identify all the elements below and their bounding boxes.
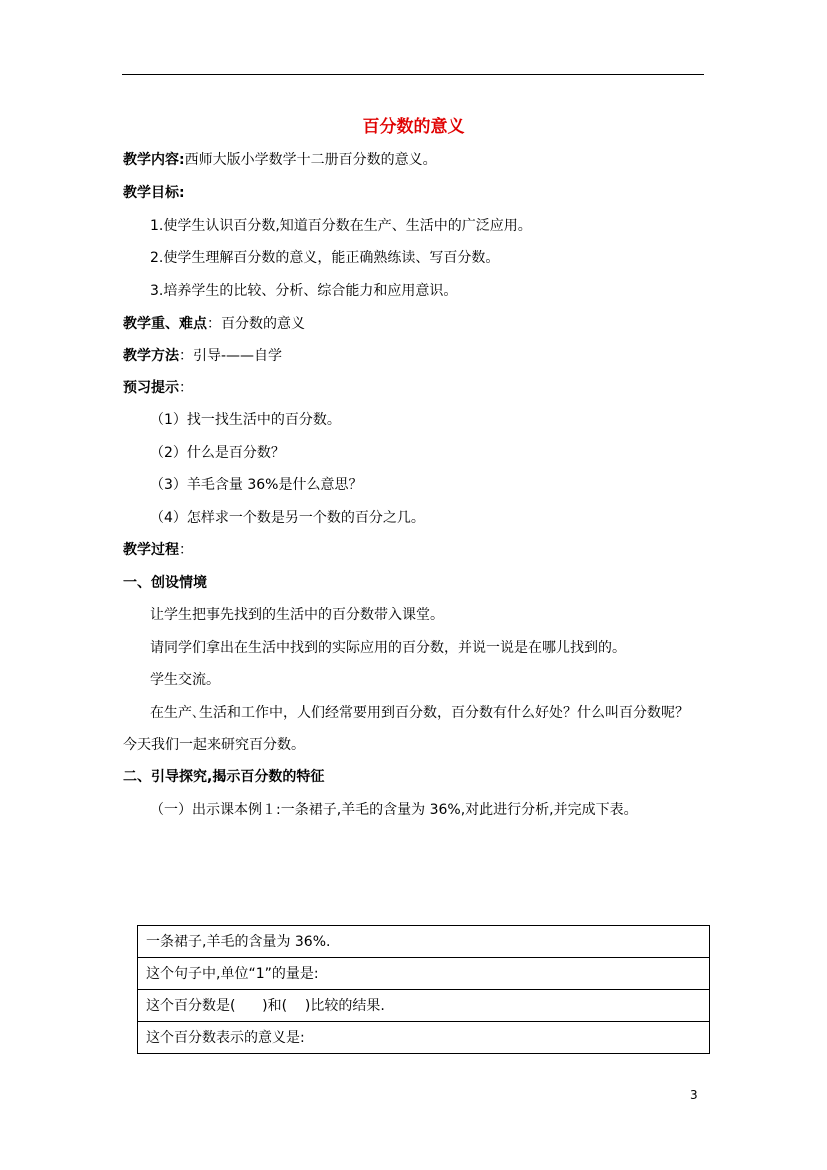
content-line [123, 150, 437, 170]
preview-label: 预习提示 [123, 380, 179, 396]
key-points-text: ：百分数的意义 [207, 316, 305, 332]
preview-item: （3）羊毛含量 36%是什么意思？ [150, 477, 363, 493]
preview-line [123, 378, 193, 398]
method-line [123, 346, 282, 366]
key-points-label: 教学重、难点 [123, 316, 207, 332]
table-cell: 这个百分数表示的意义是: [138, 1022, 710, 1054]
header-rule [122, 74, 704, 75]
table-row [138, 990, 710, 1022]
section2-heading: 二、引导探究,揭示百分数的特征 [123, 769, 325, 785]
goal-item: 3.培养学生的比较、分析、综合能力和应用意识。 [150, 283, 458, 299]
section1-paragraph: 今天我们一起来研究百分数。 [123, 737, 305, 753]
table-cell: 这个句子中,单位“1”的量是: [138, 958, 710, 990]
method-label: 教学方法 [123, 348, 179, 364]
table-row [138, 958, 710, 990]
content-text: 西师大版小学数学十二册百分数的意义。 [184, 152, 437, 168]
table-row [138, 926, 710, 958]
section1-paragraph: 学生交流。 [150, 672, 220, 688]
key-points-line [123, 314, 305, 334]
process-label: 教学过程 [123, 542, 179, 558]
document-title: 百分数的意义 [362, 117, 465, 137]
table-cell: 这个百分数是( )和( )比较的结果. [138, 990, 710, 1022]
section1-paragraph: 请同学们拿出在生活中找到的实际应用的百分数，并说一说是在哪儿找到的。 [150, 640, 626, 656]
preview-colon: ： [179, 380, 193, 396]
table-row [138, 1022, 710, 1054]
goals-label: 教学目标: [123, 185, 185, 201]
table-cell: 一条裙子,羊毛的含量为 36%. [138, 926, 710, 958]
process-line [123, 540, 193, 560]
goal-item: 1.使学生认识百分数,知道百分数在生产、生活中的广泛应用。 [150, 218, 532, 234]
process-colon: ： [179, 542, 193, 558]
analysis-table [137, 925, 710, 1054]
preview-item: （2）什么是百分数？ [150, 445, 285, 461]
section2-example: （一）出示课本例１:一条裙子,羊毛的含量为 36%,对此进行分析,并完成下表。 [150, 802, 638, 818]
page-number: 3 [690, 1088, 698, 1102]
preview-item: （4）怎样求一个数是另一个数的百分之几。 [150, 510, 425, 526]
goal-item: 2.使学生理解百分数的意义，能正确熟练读、写百分数。 [150, 250, 500, 266]
content-label: 教学内容: [123, 152, 185, 168]
section1-heading: 一、创设情境 [123, 575, 207, 591]
section1-paragraph: 在生产､生活和工作中，人们经常要用到百分数，百分数有什么好处？什么叫百分数呢？ [150, 705, 689, 721]
preview-item: （1）找一找生活中的百分数。 [150, 412, 341, 428]
method-text: ：引导-——自学 [179, 348, 283, 364]
section1-paragraph: 让学生把事先找到的生活中的百分数带入课堂。 [150, 607, 444, 623]
